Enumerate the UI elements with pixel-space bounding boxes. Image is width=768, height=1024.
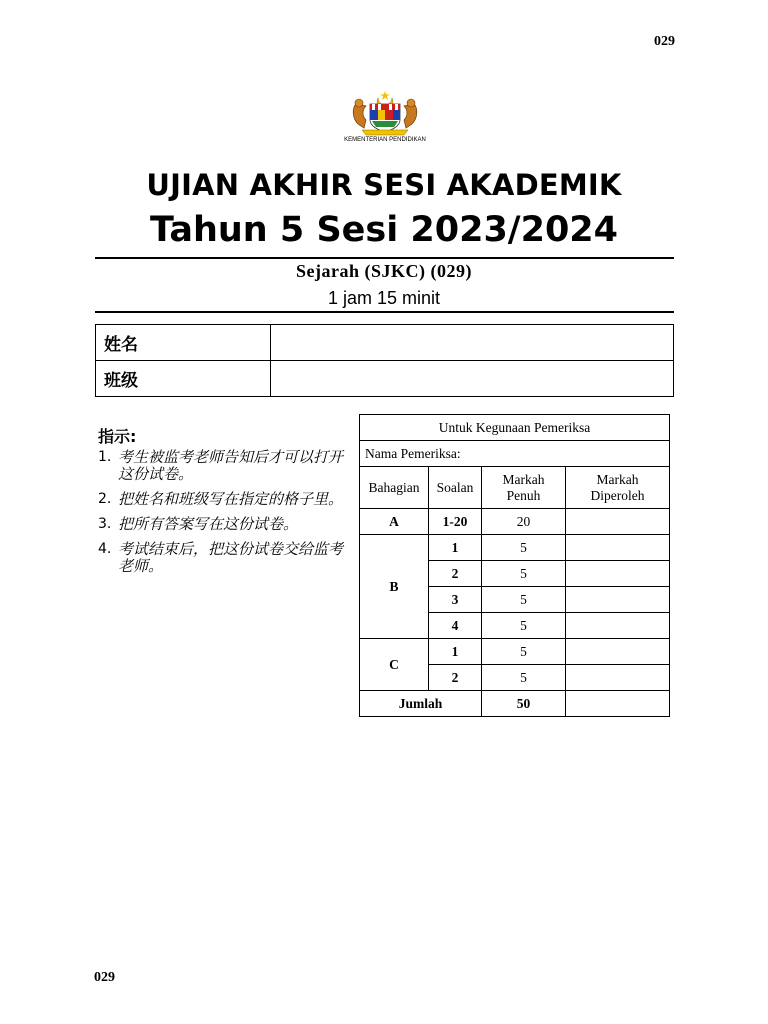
instruction-item: [98, 516, 343, 533]
total-row: [360, 691, 670, 717]
section-c-label: C: [360, 639, 429, 691]
full-mark: 5: [482, 639, 566, 665]
question-number: 1: [429, 535, 482, 561]
full-mark: 5: [482, 587, 566, 613]
full-mark: 5: [482, 561, 566, 587]
question-number: 2: [429, 561, 482, 587]
score-input-cell[interactable]: [566, 561, 670, 587]
instructions-list: [98, 449, 343, 575]
question-number: 3: [429, 587, 482, 613]
header-markah-penuh-line2: Penuh: [506, 487, 541, 503]
class-field[interactable]: [271, 361, 674, 397]
exam-title: UJIAN AKHIR SESI AKADEMIK: [146, 168, 622, 202]
exam-duration: 1 jam 15 minit: [327, 288, 441, 308]
ministry-crest-logo: [342, 90, 428, 146]
header-markah-diperoleh-line2: Diperoleh: [590, 487, 645, 503]
instruction-text: 把姓名和班级写在指定的格子里。: [118, 490, 344, 508]
full-mark: 5: [482, 535, 566, 561]
examiner-table: [359, 414, 670, 717]
section-a-markah: 20: [482, 509, 566, 535]
page-code-top: 029: [654, 34, 675, 49]
instruction-text: 考试结束后，把这份试卷交给监考老师。: [118, 540, 344, 575]
section-a-soalan: 1-20: [429, 509, 482, 535]
section-b-label: B: [360, 535, 429, 639]
instruction-item: [98, 449, 343, 483]
coat-of-arms-icon: [342, 90, 428, 136]
question-number: 2: [429, 665, 482, 691]
instructions-heading: 指示:: [98, 427, 137, 446]
table-header-row: [360, 467, 670, 509]
score-input-cell[interactable]: [566, 535, 670, 561]
header-soalan: Soalan: [429, 467, 482, 509]
instruction-number: 3.: [98, 516, 112, 532]
exam-year-session: Tahun 5 Sesi 2023/2024: [149, 210, 619, 250]
header-markah-penuh: [482, 467, 566, 509]
divider-top: [95, 257, 674, 259]
instruction-item: [98, 491, 343, 508]
header-bahagian: Bahagian: [360, 467, 429, 509]
crest-caption: KEMENTERIAN PENDIDIKAN: [344, 137, 426, 143]
score-input-cell[interactable]: [566, 587, 670, 613]
examiner-name-cell[interactable]: Nama Pemeriksa:: [360, 441, 670, 467]
score-input-cell[interactable]: [566, 509, 670, 535]
name-label: 姓名: [96, 325, 271, 361]
student-info-table: [95, 324, 674, 397]
table-row: [360, 509, 670, 535]
class-label: 班级: [96, 361, 271, 397]
header-markah-penuh-line1: Markah: [502, 471, 545, 487]
examiner-table-title: Untuk Kegunaan Pemeriksa: [360, 415, 670, 441]
instruction-text: 把所有答案写在这份试卷。: [118, 515, 299, 533]
total-label: Jumlah: [360, 691, 482, 717]
name-row: [96, 325, 674, 361]
score-input-cell[interactable]: [566, 639, 670, 665]
instructions: [98, 424, 343, 583]
instruction-number: 2.: [98, 491, 112, 507]
instruction-text: 考生被监考老师告知后才可以打开这份试卷。: [118, 448, 344, 483]
name-field[interactable]: [271, 325, 674, 361]
page-code-bottom: 029: [94, 970, 115, 985]
question-number: 4: [429, 613, 482, 639]
instruction-number: 1.: [98, 449, 112, 465]
question-number: 1: [429, 639, 482, 665]
score-input-cell[interactable]: [566, 665, 670, 691]
instruction-item: [98, 541, 343, 575]
total-markah: 50: [482, 691, 566, 717]
subject-title: Sejarah (SJKC) (029): [296, 261, 472, 281]
instruction-number: 4.: [98, 541, 112, 557]
score-input-cell[interactable]: [566, 613, 670, 639]
full-mark: 5: [482, 613, 566, 639]
total-score-cell[interactable]: [566, 691, 670, 717]
section-a-label: A: [360, 509, 429, 535]
table-row: [360, 639, 670, 665]
header-markah-diperoleh-line1: Markah: [596, 471, 639, 487]
full-mark: 5: [482, 665, 566, 691]
table-row: [360, 535, 670, 561]
class-row: [96, 361, 674, 397]
header-markah-diperoleh: [566, 467, 670, 509]
divider-bottom: [95, 311, 674, 313]
